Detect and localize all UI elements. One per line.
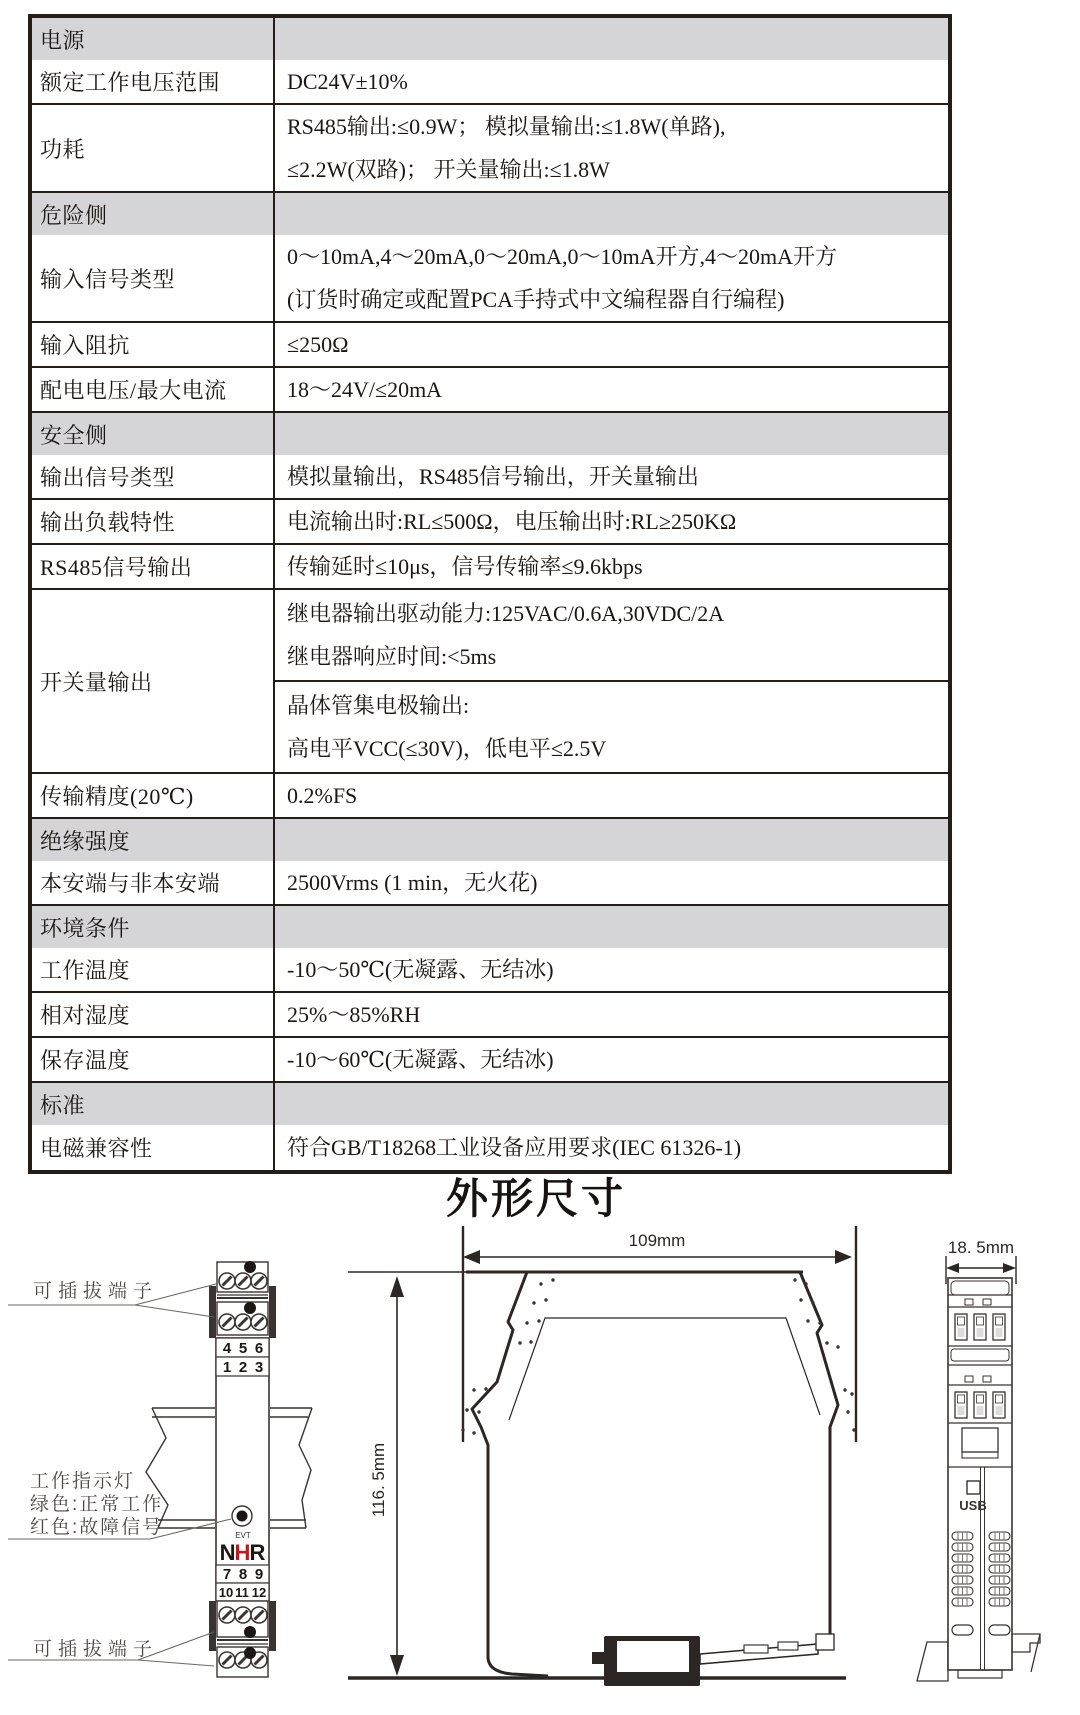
svg-text:10: 10 <box>218 1585 234 1600</box>
vent-dots <box>461 1278 855 1434</box>
spec-value-line: 高电平VCC(≤30V)，低电平≤2.5V <box>287 736 607 761</box>
spec-value <box>275 993 948 1036</box>
svg-text:6: 6 <box>254 1340 264 1357</box>
spec-row <box>32 590 948 774</box>
spec-value <box>275 323 948 366</box>
spec-row <box>32 545 948 590</box>
spec-value <box>275 500 948 543</box>
indicator-label-line3: 红色:故障信号 <box>30 1517 164 1538</box>
spec-value <box>275 906 948 948</box>
spec-row <box>32 774 948 819</box>
spec-label: 输入信号类型 <box>32 235 275 321</box>
spec-row <box>32 368 948 413</box>
height-dimension <box>348 1272 466 1676</box>
section-header-row <box>32 1083 948 1125</box>
section-title: 绝缘强度 <box>32 819 275 861</box>
spec-value <box>275 235 948 321</box>
spec-label: 相对湿度 <box>32 993 275 1036</box>
section-header-row <box>32 193 948 235</box>
indicator-label-line2: 绿色:正常工作 <box>30 1494 164 1515</box>
section-header-row <box>32 413 948 455</box>
svg-text:11: 11 <box>235 1585 249 1600</box>
svg-text:EVT: EVT <box>235 1531 251 1540</box>
section-header-row <box>32 906 948 948</box>
spec-value-line: 继电器响应时间:<5ms <box>287 644 497 669</box>
svg-text:12: 12 <box>251 1585 267 1600</box>
spec-label: 输入阻抗 <box>32 323 275 366</box>
svg-text:9: 9 <box>254 1566 264 1583</box>
wire-dot <box>244 1626 256 1638</box>
section-title: 环境条件 <box>32 906 275 948</box>
svg-text:109mm: 109mm <box>628 1231 686 1250</box>
brand-logo: NHR <box>219 1540 265 1565</box>
spec-value <box>275 455 948 498</box>
spec-value-line: 晶体管集电极输出: <box>287 693 470 718</box>
spec-value-line: 25%～85%RH <box>287 1002 421 1027</box>
spec-label: 功耗 <box>32 105 275 191</box>
wire-dot <box>244 1302 256 1314</box>
spec-label: 输出信号类型 <box>32 455 275 498</box>
spec-subcell <box>275 680 948 772</box>
spec-value <box>275 60 948 103</box>
spec-label: 传输精度(20℃) <box>32 774 275 817</box>
spec-label: 电磁兼容性 <box>32 1125 275 1170</box>
spec-value-line: ≤2.2W(双路)； 开关量输出:≤1.8W <box>287 157 610 182</box>
svg-text:1: 1 <box>222 1359 232 1376</box>
spec-value <box>275 18 948 60</box>
svg-text:USB: USB <box>959 1498 987 1513</box>
terminal-numbers-bottom <box>216 1565 269 1601</box>
svg-text:8: 8 <box>238 1566 248 1583</box>
spec-value <box>275 105 948 191</box>
spec-value-line: 电流输出时:RL≤500Ω，电压输出时:RL≥250KΩ <box>287 509 737 534</box>
width-dimension <box>463 1226 856 1442</box>
spec-row <box>32 105 948 193</box>
bottom-terminal-label: 可插拔端子 <box>33 1639 159 1660</box>
spec-value <box>275 590 948 772</box>
svg-text:3: 3 <box>254 1359 264 1376</box>
section-header-row <box>32 18 948 60</box>
spec-value <box>275 819 948 861</box>
spec-value-line: 继电器输出驱动能力:125VAC/0.6A,30VDC/2A <box>287 601 725 626</box>
terminal-numbers-top <box>216 1338 269 1376</box>
svg-text:5: 5 <box>238 1340 248 1357</box>
spec-label: 配电电压/最大电流 <box>32 368 275 411</box>
spec-value-line: 模拟量输出，RS485信号输出，开关量输出 <box>287 464 699 489</box>
wire-dot <box>244 1261 256 1273</box>
spec-value-line: -10～50℃(无凝露、无结冰) <box>287 957 554 982</box>
section-title: 安全侧 <box>32 413 275 455</box>
module-profile <box>466 1272 838 1676</box>
section-header-row <box>32 819 948 861</box>
spec-value-line: RS485输出:≤0.9W； 模拟量输出:≤1.8W(单路), <box>287 114 726 139</box>
spec-subcell <box>287 590 948 680</box>
svg-text:4: 4 <box>222 1340 232 1357</box>
spec-value <box>275 1038 948 1081</box>
spec-row <box>32 1038 948 1083</box>
spec-row <box>32 455 948 500</box>
top-terminal-blocks <box>209 1261 276 1338</box>
end-width-dimension <box>946 1238 1016 1284</box>
spec-row <box>32 861 948 906</box>
top-terminal-label: 可插拔端子 <box>33 1281 159 1302</box>
spec-label: 保存温度 <box>32 1038 275 1081</box>
spec-table-body <box>32 18 948 1170</box>
bottom-terminal-blocks <box>209 1601 276 1677</box>
svg-text:2: 2 <box>238 1359 248 1376</box>
wire-dot <box>244 1647 256 1659</box>
section-title: 电源 <box>32 18 275 60</box>
spec-value-line: 0～10mA,4～20mA,0～20mA,0～10mA开方,4～20mA开方 <box>287 244 838 269</box>
spec-value-line: -10～60℃(无凝露、无结冰) <box>287 1047 554 1072</box>
spec-value-line: 18～24V/≤20mA <box>287 377 443 402</box>
outline-drawings <box>0 1130 1080 1715</box>
spec-label: 工作温度 <box>32 948 275 991</box>
indicator-label-line1: 工作指示灯 <box>30 1471 136 1492</box>
spec-row <box>32 500 948 545</box>
spec-row <box>32 948 948 993</box>
spec-value-line: DC24V±10% <box>287 69 408 94</box>
spec-label: 开关量输出 <box>32 590 275 772</box>
svg-text:116. 5mm: 116. 5mm <box>369 1442 388 1518</box>
spec-row <box>32 60 948 105</box>
spec-value <box>275 1083 948 1125</box>
spec-value <box>275 861 948 904</box>
spec-value-line: ≤250Ω <box>287 332 349 357</box>
svg-text:7: 7 <box>222 1566 232 1583</box>
spec-label: 输出负载特性 <box>32 500 275 543</box>
front-view-drawing <box>8 1261 312 1677</box>
end-view-drawing <box>917 1238 1040 1681</box>
spec-value-line: 传输延时≤10μs，信号传输率≤9.6kbps <box>287 554 643 579</box>
spec-label: RS485信号输出 <box>32 545 275 588</box>
spec-row <box>32 323 948 368</box>
spec-table <box>28 14 952 1174</box>
spec-value-line: 2500Vrms (1 min，无火花) <box>287 870 538 895</box>
spec-row <box>32 235 948 323</box>
spec-value <box>275 368 948 411</box>
section-title: 标准 <box>32 1083 275 1125</box>
status-led-icon <box>232 1506 252 1540</box>
section-title: 危险侧 <box>32 193 275 235</box>
spec-value-line: 符合GB/T18268工业设备应用要求(IEC 61326-1) <box>287 1135 742 1160</box>
spec-value <box>275 193 948 235</box>
spec-value <box>275 774 948 817</box>
spec-label: 额定工作电压范围 <box>32 60 275 103</box>
front-view-labels <box>8 1280 234 1666</box>
spec-value <box>275 948 948 991</box>
outline-title: 外形尺寸 <box>445 1175 626 1222</box>
spec-value <box>275 545 948 588</box>
spec-value <box>275 413 948 455</box>
spec-value-line: (订货时确定或配置PCA手持式中文编程器自行编程) <box>287 287 785 312</box>
spec-value-line: 0.2%FS <box>287 783 358 808</box>
spec-row <box>32 993 948 1038</box>
spec-label: 本安端与非本安端 <box>32 861 275 904</box>
side-view-drawing <box>348 1226 856 1686</box>
svg-text:18. 5mm: 18. 5mm <box>947 1238 1015 1257</box>
